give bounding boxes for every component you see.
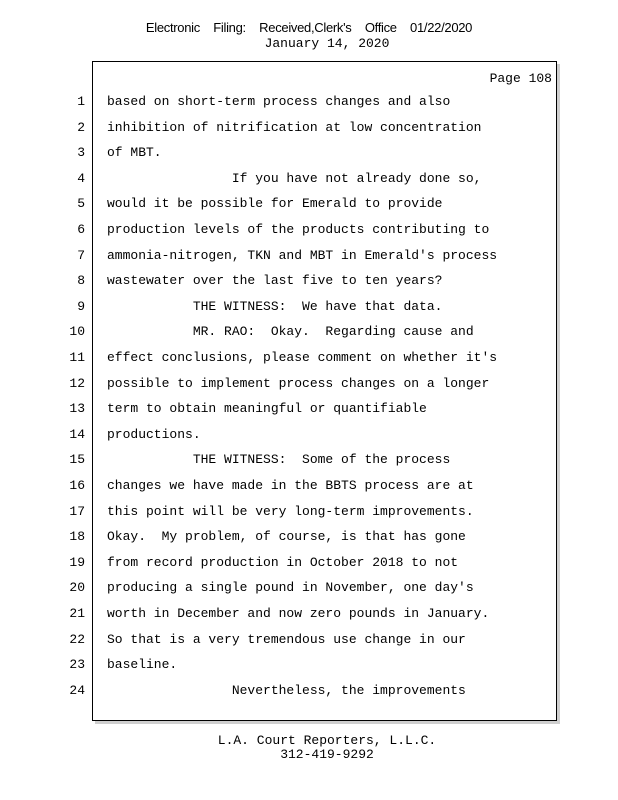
line-number: 6: [77, 222, 85, 237]
transcript-line: [0, 401, 600, 419]
transcript-line: [0, 478, 600, 496]
line-number: 2: [77, 119, 85, 135]
transcript-line: [0, 171, 600, 189]
transcript-line: [0, 504, 600, 522]
line-text: If you have not already done so,: [107, 170, 482, 186]
line-text: productions.: [107, 426, 201, 442]
line-number: 17: [69, 503, 85, 519]
line-text: ammonia-nitrogen, TKN and MBT in Emerald's process: [107, 247, 498, 263]
footer-phone: 312-419-9292: [280, 747, 374, 762]
line-text: term to obtain meaningful or quantifiable: [107, 401, 427, 417]
line-number: 20: [69, 580, 85, 596]
line-text: MR. RAO: Okay. Regarding cause and: [107, 324, 474, 340]
transcript-line: [0, 222, 600, 240]
line-number: 10: [69, 324, 85, 340]
line-text: THE WITNESS: We have that data.: [107, 298, 443, 314]
transcript-line: [0, 452, 600, 470]
transcript-line: [0, 350, 600, 368]
line-text: producing a single pound in November, one day's: [107, 580, 474, 596]
line-number: 11: [69, 350, 85, 365]
line-text: possible to implement process changes on a longer: [107, 375, 490, 391]
line-number: 19: [69, 554, 85, 570]
line-text: wastewater over the last five to ten years?: [107, 273, 443, 289]
transcript-line: [0, 120, 600, 138]
line-text: from record production in October 2018 to not: [107, 554, 459, 570]
stamp-received: Received,Clerk's: [259, 20, 352, 35]
line-number: 1: [77, 94, 85, 109]
line-text: of MBT.: [107, 145, 162, 161]
line-number: 14: [69, 426, 85, 442]
transcript-line: [0, 529, 600, 547]
line-text: worth in December and now zero pounds in January.: [107, 606, 490, 621]
line-number: 22: [69, 631, 85, 647]
line-number: 3: [77, 145, 85, 161]
stamp-office: Office: [364, 20, 397, 35]
line-number: 4: [77, 170, 85, 186]
line-number: 7: [77, 247, 85, 263]
line-number: 21: [69, 606, 85, 621]
line-number: 23: [69, 657, 85, 673]
transcript-line: [0, 324, 600, 342]
transcript-line: [0, 555, 600, 573]
transcript-line: [0, 248, 600, 266]
transcript-line: [0, 606, 600, 624]
footer-company: L.A. Court Reporters, L.L.C.: [217, 733, 437, 748]
line-number: 15: [69, 452, 85, 468]
line-text: this point will be very long-term improvements.: [107, 503, 474, 519]
line-number: 18: [69, 529, 85, 545]
transcript-line: [0, 683, 600, 701]
line-text: inhibition of nitrification at low concentration: [107, 119, 482, 135]
transcript-line: [0, 145, 600, 163]
transcript-line: [0, 273, 600, 291]
line-text: Nevertheless, the improvements: [107, 682, 466, 698]
line-text: So that is a very tremendous use change in our: [107, 631, 466, 647]
transcript-line: [0, 94, 600, 112]
line-number: 8: [77, 273, 85, 289]
line-text: Okay. My problem, of course, is that has gone: [107, 529, 466, 545]
transcript-line: [0, 196, 600, 214]
line-number: 16: [69, 478, 85, 493]
transcript-line: [0, 427, 600, 445]
line-number: 5: [77, 196, 85, 212]
transcript-line: [0, 299, 600, 317]
filing-stamp: [0, 20, 618, 35]
line-text: production levels of the products contributing to: [107, 222, 490, 237]
line-text: based on short-term process changes and also: [107, 94, 451, 109]
transcript-date: January 14, 2020: [264, 36, 390, 51]
transcript-line: [0, 632, 600, 650]
transcript-line: [0, 657, 600, 675]
stamp-date: 01/22/2020: [410, 20, 473, 35]
line-text: effect conclusions, please comment on whether it's: [107, 350, 498, 365]
line-text: would it be possible for Emerald to provide: [107, 196, 443, 212]
transcript-line: [0, 376, 600, 394]
stamp-electronic: Electronic: [145, 20, 200, 35]
line-number: 12: [69, 375, 85, 391]
stamp-filing: Filing:: [213, 20, 246, 35]
page-number: Page 108: [489, 71, 552, 86]
transcript-line: [0, 580, 600, 598]
line-number: 9: [77, 298, 85, 314]
line-text: changes we have made in the BBTS process are at: [107, 478, 474, 493]
line-text: THE WITNESS: Some of the process: [107, 452, 451, 468]
line-number: 13: [69, 401, 85, 417]
line-text: baseline.: [107, 657, 178, 673]
line-number: 24: [69, 682, 85, 698]
